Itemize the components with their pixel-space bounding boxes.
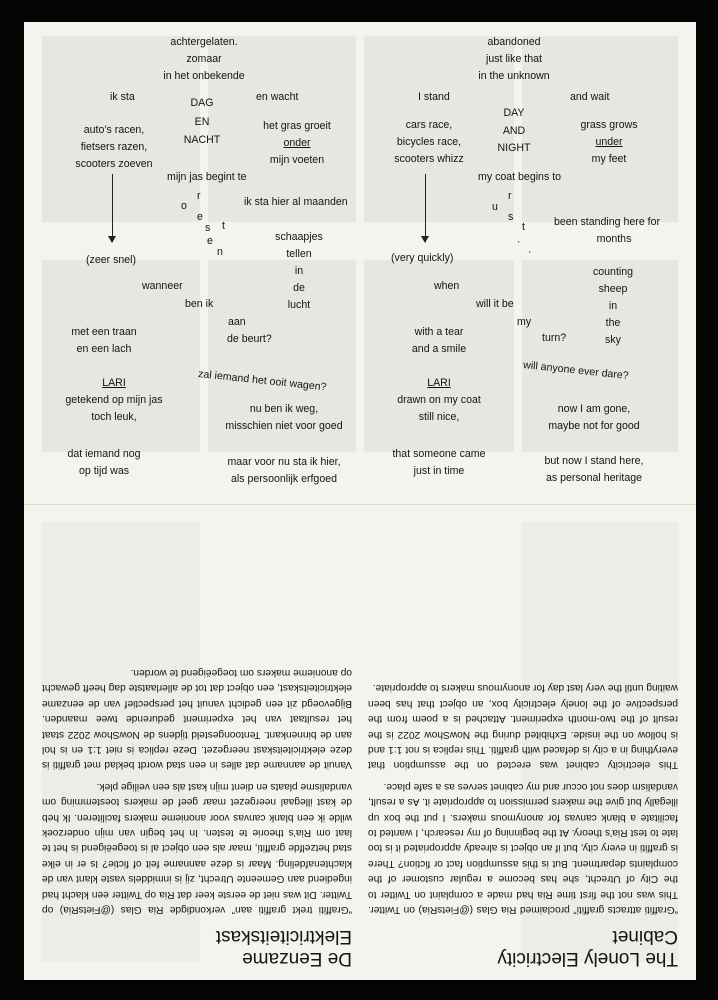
poem-line: LARI (102, 377, 126, 389)
poem-line: sky (605, 334, 621, 346)
poem-line: EN (194, 116, 210, 128)
poem-letter: n (217, 246, 223, 258)
poem-line: will anyone ever dare? (522, 358, 630, 383)
poem-line: mijn voeten (269, 154, 325, 166)
poem-line: in (608, 300, 618, 312)
poem-line: misschien niet voor goed (225, 420, 343, 432)
poem-line: en een lach (76, 343, 132, 355)
prose-section (24, 504, 696, 980)
poem-line: I stand (418, 91, 450, 103)
poem-line: ik sta hier al maanden (244, 196, 348, 208)
poem-line: wanneer (142, 280, 183, 292)
poem-english (24, 22, 696, 504)
dutch-paragraph: “Graffiti trekt graffiti aan” verkondigde Ria Glas (@FietsRia) op Twitter. Dit was niet de eerste keer dat Ria op Twitter een klacht had ingediend aan Gemeente Utrecht, zij is inmiddels vaste klant van de klachtenafdeling. Maar is deze aanname feit of fictie? Is er in elke stad hetzelfde graffiti, maar als een object al is toegeëigend is het te laat om Ria’s theorie te testen. In het begin van mijn onderzoek wilde ik een blank canvas voor anonieme makers faciliteren. Ik heb de kast illegaal neergezet maar geef de makers toestemming om vandalisme plaats en dient mijn kast als een veilige plek. (42, 780, 352, 915)
poem-line: en wacht (256, 91, 299, 103)
poem-line: met een traan (71, 326, 137, 338)
poem-line: (very quickly) (391, 252, 454, 264)
poem-line: op tijd was (78, 465, 130, 477)
poem-letter: t (522, 221, 525, 233)
poem-line: that someone came (392, 448, 486, 460)
poem-line: aan (228, 316, 246, 328)
dutch-text-column (42, 514, 352, 969)
poem-letter: s (508, 211, 514, 223)
poem-letter: r (508, 190, 512, 202)
poem-letter: t (222, 220, 225, 232)
poem-line: NACHT (183, 134, 221, 146)
poem-line: DAG (190, 97, 214, 109)
poem-line: as personal heritage (546, 472, 642, 484)
poem-line: auto’s racen, (83, 124, 145, 136)
poem-line: my feet (591, 153, 627, 165)
english-paragraph: This electricity cabinet was erected on the assumption that everything in a city is defaced with graffiti. This replica is not 1:1 and is hollow on the inside. Exhibited during the NowShow 2022 is the result of the two-month experiment. Attached is a poem from the perspective of the lonely electricity box, an object that has been waiting until the very last day for anonymous makers to appropriate. (368, 682, 678, 771)
poem-line: turn? (542, 332, 567, 344)
poem-line: toch leuk, (91, 411, 137, 423)
poem-line: sheep (598, 283, 628, 295)
poem-line: ben ik (185, 298, 214, 310)
poem-line: (zeer snel) (86, 254, 137, 266)
poem-letter: · (528, 246, 532, 258)
poem-line: getekend op mijn jas (65, 394, 163, 406)
english-title: The Lonely Electricity Cabinet (497, 926, 678, 969)
poem-line: still nice, (418, 411, 460, 423)
poem-line: maybe not for good (548, 420, 640, 432)
poem-line: nu ben ik weg, (249, 403, 319, 415)
dutch-title: De Eenzame Elektriciteitskast (215, 926, 352, 969)
poem-line: and a smile (411, 343, 467, 355)
poem-line: LARI (427, 377, 451, 389)
poem-line: just in time (413, 465, 465, 477)
poem-line: with a tear (414, 326, 464, 338)
poem-line: achtergelaten. (170, 36, 238, 48)
poem-line: mijn jas begint te (167, 171, 247, 183)
poem-line: but now I stand here, (544, 455, 644, 467)
poem-line: just like that (486, 53, 542, 65)
poem-letter: · (517, 236, 521, 248)
poem-line: cars race, (405, 119, 453, 131)
poem-line: abandoned (487, 36, 541, 48)
poem-line: scooters whizz (394, 153, 464, 165)
folded-leaflet (24, 22, 696, 980)
poem-letter: e (197, 211, 203, 223)
poem-line: schaapjes (275, 231, 323, 243)
down-arrow-icon (425, 174, 426, 242)
poem-line: will it be (476, 298, 514, 310)
poem-line: under (595, 136, 623, 148)
poem-letter: s (205, 222, 211, 234)
poem-line: grass grows (580, 119, 638, 131)
english-text-column (368, 514, 678, 969)
poem-line: my coat begins to (478, 171, 562, 183)
poem-letter: r (197, 190, 201, 202)
poem-line: in het onbekende (163, 70, 245, 82)
poem-letter: u (492, 201, 498, 213)
poem-letter: o (181, 200, 187, 212)
poem-line: maar voor nu sta ik hier, (227, 456, 341, 468)
poem-line: lucht (287, 299, 311, 311)
poem-line: my (517, 316, 532, 328)
poem-line: NIGHT (497, 142, 531, 154)
english-paragraph: “Graffiti attracts graffiti” proclaimed Ria Glas (@FietsRia) on Twitter. This was not the first time Ria had made a complaint on Twitter to the City of Utrecht, she has become a regular customer of the complaints department. But is this assumption fact or fiction? There is graffiti in every city, but if an object is already appropriated it is too late to test Ria’s theory. At the beginning of my research, I wanted to facilitate a blank canvas for anonymous makers. I put the box up illegally but give the makers permission to appropriate it. As a result, vandalism does not occur and my cabinet serves as a safe place. (368, 780, 678, 915)
poem-line: de (293, 282, 305, 294)
poem-letter: e (207, 235, 213, 247)
poem-line: counting (592, 266, 634, 278)
poem-line: tellen (286, 248, 312, 260)
dutch-paragraph: Vanuit de aanname dat alles in een stad wordt beklad met graffiti is deze elektriciteitskast neergezet. Deze replica is niet 1:1 en is hol aan de binnenkant. Tentoongesteld tijdens de NowShow 2022 staat het resultaat van het experiment gedurende twee maanden. Bijgevoegd zit een gedicht vanuit het perspectief van de eenzame elektriciteitskast, een object dat tot de allerlaatste dag heeft gewacht op anonieme makers om toegeëigend te worden. (42, 666, 352, 771)
poem-line: in the unknown (478, 70, 550, 82)
poem-line: zomaar (186, 53, 222, 65)
poem-line: fietsers razen, (80, 141, 148, 153)
poem-line: de beurt? (227, 333, 272, 345)
poem-line: AND (502, 125, 526, 137)
poem-line: in (294, 265, 304, 277)
poem-line: scooters zoeven (75, 158, 153, 170)
poem-line: now I am gone, (557, 403, 631, 415)
poem-line: zal iemand het ooit wagen? (197, 367, 328, 394)
poem-line: bicycles race, (396, 136, 462, 148)
poem-line: DAY (503, 107, 525, 119)
poem-line: onder (283, 137, 311, 149)
poem-line: been standing here for (554, 216, 661, 228)
poem-line: het gras groeit (263, 120, 331, 132)
poem-line: when (434, 280, 460, 292)
poem-line: drawn on my coat (397, 394, 481, 406)
poem-line: months (596, 233, 632, 245)
poem-line: ik sta (110, 91, 135, 103)
poem-line: the (605, 317, 621, 329)
poem-line: als persoonlijk erfgoed (231, 473, 337, 485)
poem-line: dat iemand nog (67, 448, 141, 460)
poem-line: and wait (570, 91, 610, 103)
